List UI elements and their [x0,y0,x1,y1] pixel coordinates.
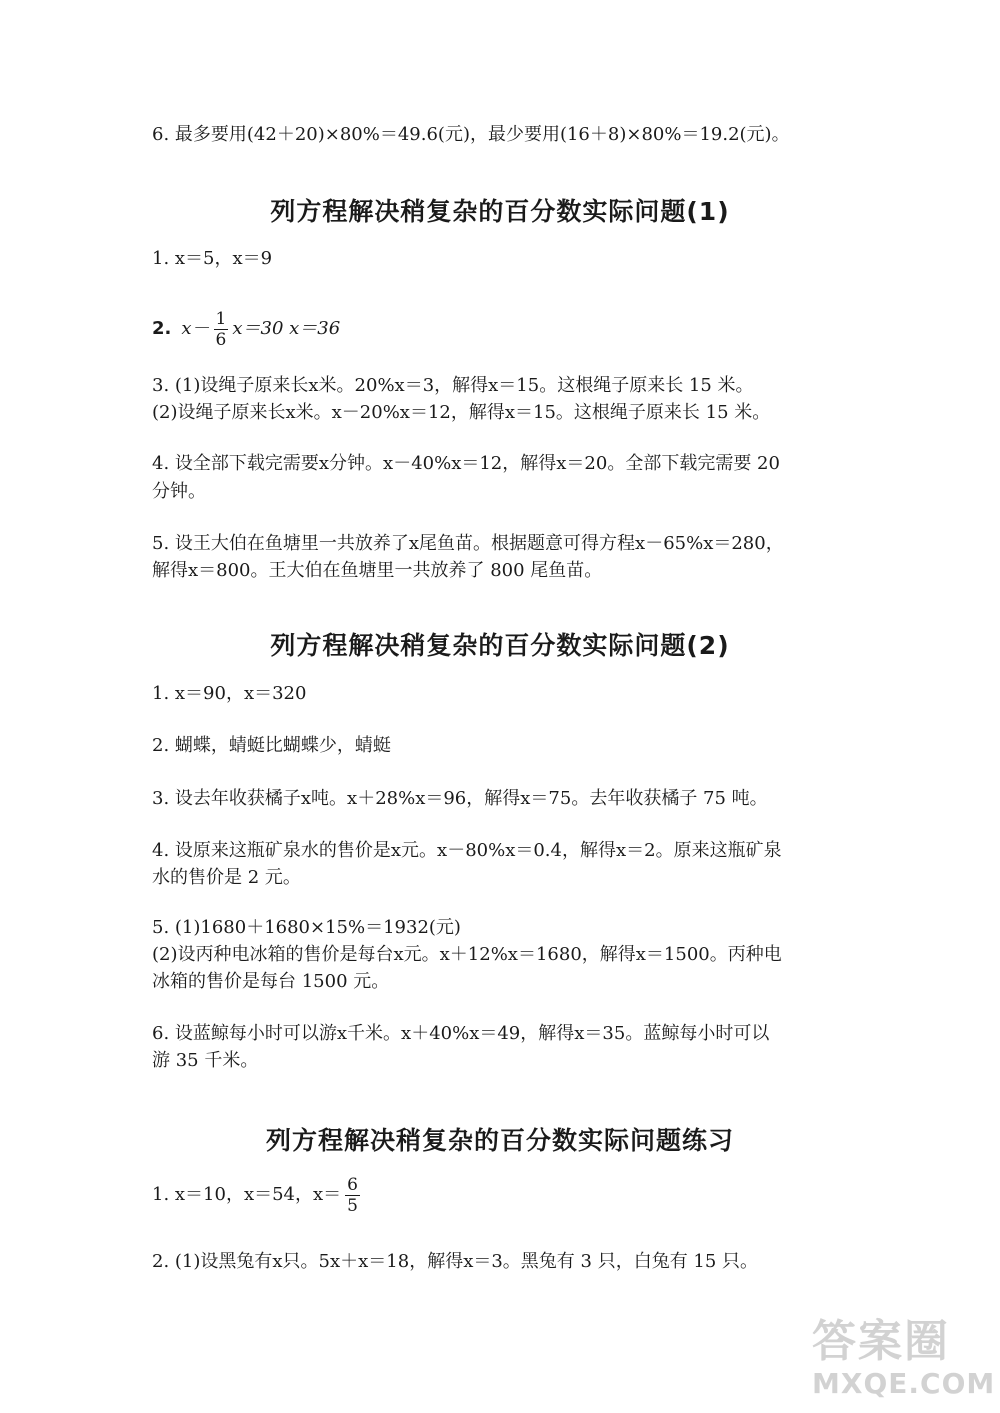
section-title: 列方程解决稍复杂的百分数实际问题练习 [265,1126,734,1155]
fraction-denominator: 6 [215,329,227,350]
answer-line: 4. 设全部下载完需要x分钟。x－40%x＝12，解得x＝20。全部下载完需要 20 [152,453,780,474]
section-title: 列方程解决稍复杂的百分数实际问题(2) [270,631,730,660]
answer-line: 1. x＝90，x＝320 [152,683,307,704]
answer-line: (2)设丙种电冰箱的售价是每台x元。x＋12%x＝1680，解得x＝1500。丙种电 [152,944,782,965]
equation-part: 1. x＝10，x＝54，x＝ [152,1184,342,1205]
fraction-denominator: 5 [347,1195,358,1216]
answer-line: 水的售价是 2 元。 [152,867,301,888]
fraction-numerator: 1 [215,308,227,329]
answer-line [152,1172,364,1218]
section-title: 列方程解决稍复杂的百分数实际问题(1) [270,197,730,226]
answer-line: (2)设绳子原来长x米。x－20%x＝12，解得x＝15。这根绳子原来长 15 米。 [152,402,771,423]
equation-part: x－ [181,318,210,339]
watermark-logo: 答案圈 [812,1316,950,1367]
watermark-url: MXQE.COM [812,1367,996,1400]
answer-line: 分钟。 [152,481,206,502]
answer-line: 2. (1)设黑兔有x只。5x＋x＝18，解得x＝3。黑兔有 3 只，白兔有 15 只。 [152,1251,759,1272]
answer-line: 游 35 千米。 [152,1050,259,1071]
equation-part: x＝30 x＝36 [232,318,341,339]
fraction [345,1175,360,1216]
answer-line: 1. x＝5，x＝9 [152,248,273,269]
answer-line [152,306,340,352]
fraction-numerator: 6 [347,1174,358,1195]
answer-line: 3. (1)设绳子原来长x米。20%x＝3，解得x＝15。这根绳子原来长 15 米。 [152,375,754,396]
answer-line: 6. 设蓝鲸每小时可以游x千米。x＋40%x＝49，解得x＝35。蓝鲸每小时可以 [152,1023,770,1044]
answer-line: 5. 设王大伯在鱼塘里一共放养了x尾鱼苗。根据题意可得方程x－65%x＝280， [152,533,784,554]
answer-line: 2. 蝴蝶，蜻蜓比蝴蝶少，蜻蜓 [152,735,391,756]
answer-line: 6. 最多要用(42＋20)×80%＝49.6(元)，最少要用(16＋8)×80%＝19.2(元)。 [152,124,790,145]
answer-line: 冰箱的售价是每台 1500 元。 [152,971,390,992]
item-number: 2. [152,318,172,339]
fraction [214,309,229,350]
answer-line: 4. 设原来这瓶矿泉水的售价是x元。x－80%x＝0.4，解得x＝2。原来这瓶矿泉 [152,840,782,861]
answer-line: 5. (1)1680＋1680×15%＝1932(元) [152,917,461,938]
answer-line: 3. 设去年收获橘子x吨。x＋28%x＝96，解得x＝75。去年收获橘子 75 吨。 [152,788,768,809]
watermark [812,1305,996,1405]
answer-line: 解得x＝800。王大伯在鱼塘里一共放养了 800 尾鱼苗。 [152,560,603,581]
